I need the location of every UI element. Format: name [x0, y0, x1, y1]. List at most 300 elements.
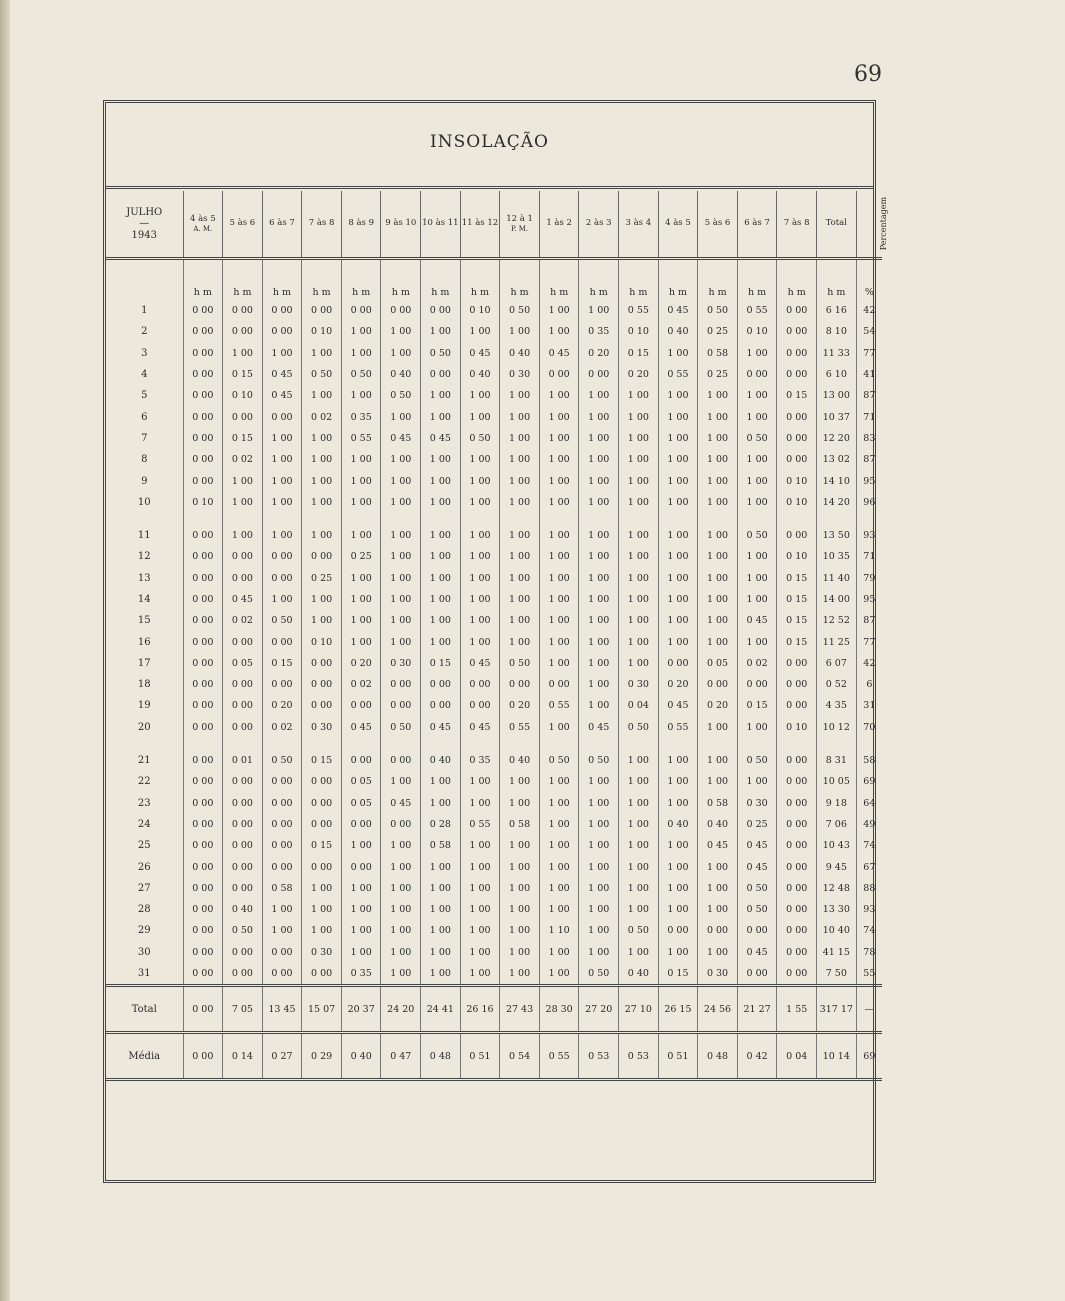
hour-cell: 1 00 [658, 470, 698, 491]
hour-cell: 0 00 [183, 300, 223, 321]
hour-cell: 0 00 [341, 300, 381, 321]
table-row-label: 13 [137, 572, 151, 584]
hour-cell: 1 00 [341, 589, 381, 610]
hour-cell: 20 37 [341, 986, 381, 1033]
hour-cell: 0 00 [777, 942, 817, 963]
total-cell: 10 14 [817, 1033, 857, 1080]
hour-cell: 1 00 [302, 610, 342, 631]
hour-cell: 27 10 [619, 986, 659, 1033]
table-row [106, 695, 882, 716]
hour-cell: 1 00 [500, 406, 540, 427]
hour-cell: 0 00 [500, 674, 540, 695]
hour-cell: 0 00 [183, 674, 223, 695]
hour-cell: 1 00 [262, 589, 302, 610]
hour-cell: 0 00 [737, 963, 777, 986]
hour-cell: 1 00 [539, 449, 579, 470]
hour-cell: 0 00 [183, 321, 223, 342]
hour-cell: 1 00 [619, 470, 659, 491]
hour-cell: 1 00 [698, 771, 738, 792]
hour-cell: 27 43 [500, 986, 540, 1033]
total-cell: 10 37 [817, 406, 857, 427]
table-row-label: 30 [137, 946, 151, 958]
hour-cell: 0 30 [737, 793, 777, 814]
hour-cell: 1 00 [341, 610, 381, 631]
hour-cell: 1 00 [302, 449, 342, 470]
hour-cell: 1 00 [341, 492, 381, 513]
hour-cell: 1 00 [698, 406, 738, 427]
hour-cell: 1 00 [460, 589, 500, 610]
hour-cell: 1 00 [579, 835, 619, 856]
hour-cell: 1 00 [262, 525, 302, 546]
hour-cell: 0 00 [223, 942, 263, 963]
hour-cell [223, 513, 263, 525]
hour-cell: 0 45 [421, 717, 461, 738]
hour-cell: 1 00 [579, 653, 619, 674]
percentage-cell: 95 [856, 589, 882, 610]
hour-cell: 0 00 [262, 814, 302, 835]
hour-cell: 0 00 [421, 674, 461, 695]
hour-cell: 1 00 [341, 343, 381, 364]
total-cell: 8 10 [817, 321, 857, 342]
hour-cell: h m [619, 259, 659, 301]
year-label: 1943 [131, 229, 157, 241]
hour-cell: 1 00 [381, 589, 421, 610]
hour-cell: 0 00 [777, 343, 817, 364]
hour-cell: 1 00 [341, 449, 381, 470]
hour-cell: 1 00 [460, 568, 500, 589]
hour-cell: 1 00 [381, 835, 421, 856]
hour-cell: 0 00 [223, 717, 263, 738]
hour-cell: 1 00 [302, 343, 342, 364]
hour-cell: 0 00 [579, 364, 619, 385]
hour-cell: 0 00 [183, 717, 223, 738]
hour-cell: 1 00 [460, 321, 500, 342]
hour-cell: 1 00 [341, 631, 381, 652]
hour-cell: 1 00 [619, 568, 659, 589]
hour-cell: 1 00 [579, 814, 619, 835]
hour-cell: 1 00 [539, 814, 579, 835]
hour-cell: 0 00 [183, 546, 223, 567]
month-header [106, 191, 183, 259]
hour-cell: 1 10 [539, 920, 579, 941]
hour-cell: 0 00 [460, 674, 500, 695]
percentage-cell: 87 [856, 449, 882, 470]
hour-cell: 0 02 [223, 449, 263, 470]
hour-cell: 1 00 [658, 343, 698, 364]
hour-cell: 1 00 [421, 406, 461, 427]
hour-cell: 0 00 [183, 610, 223, 631]
table-row-label: 25 [137, 840, 151, 852]
hour-cell: 0 10 [619, 321, 659, 342]
hour-cell: 1 00 [302, 428, 342, 449]
hour-cell: 1 00 [341, 470, 381, 491]
hour-cell: 0 45 [381, 428, 421, 449]
hour-cell: 1 00 [539, 856, 579, 877]
hour-cell: 1 00 [381, 321, 421, 342]
hour-cell: 1 00 [619, 856, 659, 877]
hour-cell [539, 738, 579, 750]
hour-cell: 1 00 [698, 589, 738, 610]
hour-cell: 0 50 [579, 963, 619, 986]
hour-cell: 0 15 [777, 589, 817, 610]
hour-cell: 0 00 [737, 364, 777, 385]
hour-cell: 0 00 [183, 568, 223, 589]
hour-cell: 0 00 [262, 568, 302, 589]
hour-cell: 1 00 [223, 492, 263, 513]
hour-cell: 0 45 [341, 717, 381, 738]
hour-cell: 1 00 [421, 385, 461, 406]
hour-cell: 0 00 [381, 814, 421, 835]
hour-cell [619, 738, 659, 750]
hour-cell: 1 00 [698, 428, 738, 449]
hour-header: 12 à 1 P. M. [500, 191, 540, 259]
hour-cell: 0 15 [302, 750, 342, 771]
hour-cell: 0 00 [777, 920, 817, 941]
hour-cell: 0 00 [777, 963, 817, 986]
hour-cell: 0 45 [698, 835, 738, 856]
table-row [106, 631, 882, 652]
hour-cell: 0 45 [539, 343, 579, 364]
hour-cell: 1 00 [619, 771, 659, 792]
table-row [106, 364, 882, 385]
hour-cell: 1 00 [341, 525, 381, 546]
hour-cell [460, 1080, 500, 1082]
hour-cell: 0 00 [777, 856, 817, 877]
hour-cell [262, 513, 302, 525]
hour-cell: 1 00 [539, 835, 579, 856]
percentage-cell: 70 [856, 717, 882, 738]
hour-cell: 1 00 [421, 963, 461, 986]
hour-cell: 1 00 [421, 878, 461, 899]
hour-cell: 1 00 [658, 385, 698, 406]
hour-cell: 0 15 [777, 568, 817, 589]
hour-cell [698, 738, 738, 750]
hour-cell: 0 05 [223, 653, 263, 674]
hour-cell [737, 738, 777, 750]
hour-cell [341, 1080, 381, 1082]
percentage-cell: 49 [856, 814, 882, 835]
hour-cell: 0 45 [460, 717, 500, 738]
month-label: JULHO [126, 206, 163, 218]
hour-cell: 1 00 [500, 920, 540, 941]
hour-cell [658, 738, 698, 750]
hour-cell: 0 00 [421, 695, 461, 716]
hour-cell: 1 00 [619, 525, 659, 546]
hour-cell: 0 48 [421, 1033, 461, 1080]
hour-cell: 0 01 [223, 750, 263, 771]
title-divider [106, 186, 873, 189]
hour-cell: 0 00 [183, 750, 223, 771]
total-cell: 10 12 [817, 717, 857, 738]
hour-cell: 0 40 [500, 750, 540, 771]
hour-cell: 0 00 [223, 878, 263, 899]
group-spacer [106, 738, 882, 750]
hour-cell: 1 00 [698, 492, 738, 513]
percentage-cell: 74 [856, 835, 882, 856]
hour-cell: 0 02 [262, 717, 302, 738]
hour-cell: 0 40 [500, 343, 540, 364]
hour-cell: 1 00 [302, 470, 342, 491]
hour-cell [619, 1080, 659, 1082]
table-row-label: 18 [137, 679, 151, 691]
hour-cell: 1 00 [460, 406, 500, 427]
hour-cell [658, 1080, 698, 1082]
hour-cell: 1 00 [539, 492, 579, 513]
hour-cell: 24 20 [381, 986, 421, 1033]
hour-cell [421, 1080, 461, 1082]
hour-cell: 0 00 [381, 750, 421, 771]
hour-cell: 0 55 [460, 814, 500, 835]
hour-header: 6 às 7 [262, 191, 302, 259]
table-row-label: 2 [141, 326, 148, 338]
hour-cell: 0 50 [579, 750, 619, 771]
hour-cell: 1 00 [341, 321, 381, 342]
hour-cell: 1 00 [421, 470, 461, 491]
percentage-cell: 74 [856, 920, 882, 941]
hour-cell [658, 513, 698, 525]
hour-cell: 0 53 [579, 1033, 619, 1080]
hour-cell: 1 00 [341, 899, 381, 920]
hour-cell: 1 00 [539, 771, 579, 792]
total-cell: 13 00 [817, 385, 857, 406]
hour-cell: 0 10 [777, 717, 817, 738]
hour-cell: 1 00 [460, 610, 500, 631]
table-row-label: 22 [137, 776, 151, 788]
hour-cell [579, 738, 619, 750]
table-row [106, 793, 882, 814]
hour-cell [460, 513, 500, 525]
hour-cell: 0 00 [223, 406, 263, 427]
hour-cell: 1 00 [698, 568, 738, 589]
hour-cell: 0 00 [262, 942, 302, 963]
hour-cell: 0 40 [698, 814, 738, 835]
hour-cell: 1 00 [658, 878, 698, 899]
hour-cell: 1 00 [302, 492, 342, 513]
hour-cell: 24 41 [421, 986, 461, 1033]
percentage-cell: 88 [856, 878, 882, 899]
hour-cell: 0 55 [658, 364, 698, 385]
hour-cell: 1 00 [341, 835, 381, 856]
hour-cell: 1 00 [381, 449, 421, 470]
table-row [106, 835, 882, 856]
hour-cell: 1 00 [539, 470, 579, 491]
hour-cell: 1 00 [500, 492, 540, 513]
hour-cell: 0 45 [658, 695, 698, 716]
table-row [106, 771, 882, 792]
hour-header: 1 às 2 [539, 191, 579, 259]
hour-cell: 0 00 [341, 695, 381, 716]
hour-cell: 0 35 [460, 750, 500, 771]
hour-cell: 0 10 [777, 546, 817, 567]
hour-cell: 0 40 [658, 814, 698, 835]
hour-cell: 1 00 [302, 385, 342, 406]
hour-header: 7 às 8 [302, 191, 342, 259]
total-cell: 7 50 [817, 963, 857, 986]
hour-cell: 0 58 [500, 814, 540, 835]
hour-cell: 1 00 [579, 920, 619, 941]
percentage-cell: 41 [856, 364, 882, 385]
hour-cell: 0 45 [579, 717, 619, 738]
hour-cell: 13 45 [262, 986, 302, 1033]
hour-cell: 1 00 [421, 568, 461, 589]
hour-cell: 0 50 [737, 878, 777, 899]
hour-cell: 0 45 [658, 300, 698, 321]
hour-cell [698, 513, 738, 525]
total-cell: h m [817, 259, 857, 301]
hour-cell: 0 00 [777, 321, 817, 342]
hour-cell: 1 00 [579, 793, 619, 814]
hour-cell: 1 00 [539, 899, 579, 920]
hour-cell: 0 00 [777, 695, 817, 716]
hour-cell: 0 05 [341, 793, 381, 814]
hour-cell: 0 00 [183, 364, 223, 385]
hour-cell: 1 00 [539, 321, 579, 342]
total-cell: 11 25 [817, 631, 857, 652]
hour-cell: 1 00 [737, 546, 777, 567]
hour-cell: 1 00 [421, 942, 461, 963]
table-row [106, 942, 882, 963]
hour-cell: 1 00 [619, 750, 659, 771]
hour-cell: 1 00 [500, 631, 540, 652]
hour-cell: h m [658, 259, 698, 301]
percentage-cell: 77 [856, 631, 882, 652]
hour-cell: 1 00 [500, 942, 540, 963]
table-row [106, 610, 882, 631]
percentage-cell: 87 [856, 610, 882, 631]
hour-cell: 0 58 [421, 835, 461, 856]
hour-cell [777, 513, 817, 525]
hour-cell: 0 30 [302, 717, 342, 738]
table-row [106, 321, 882, 342]
hour-cell: 0 50 [737, 428, 777, 449]
hour-cell: 1 00 [460, 878, 500, 899]
hour-cell: 1 00 [737, 771, 777, 792]
hour-cell: 0 00 [223, 631, 263, 652]
total-row [106, 986, 882, 1033]
hour-cell: 1 00 [579, 406, 619, 427]
hour-cell: 0 58 [698, 343, 738, 364]
hour-cell: 1 00 [341, 878, 381, 899]
header-row [106, 191, 882, 259]
hour-cell: 0 00 [302, 771, 342, 792]
hour-cell: 0 10 [777, 470, 817, 491]
month-dash: — [139, 218, 150, 230]
hour-cell: 0 45 [737, 610, 777, 631]
hour-header: 2 às 3 [579, 191, 619, 259]
hour-cell: 1 00 [381, 920, 421, 941]
hour-cell: 0 00 [658, 653, 698, 674]
hour-cell: 1 00 [737, 343, 777, 364]
hour-cell: 0 00 [223, 546, 263, 567]
hour-cell: 1 00 [579, 589, 619, 610]
hour-cell: 1 00 [302, 525, 342, 546]
table-row [106, 750, 882, 771]
table-row-label: 4 [141, 369, 148, 381]
hour-cell: 0 00 [183, 653, 223, 674]
percentage-cell: 79 [856, 568, 882, 589]
table-row-label: 15 [137, 615, 151, 627]
hour-cell: 1 00 [698, 899, 738, 920]
hour-cell: 1 00 [381, 963, 421, 986]
hour-cell: 1 00 [460, 449, 500, 470]
hour-cell: 1 00 [658, 525, 698, 546]
hour-header: 9 às 10 [381, 191, 421, 259]
table-row [106, 406, 882, 427]
hour-cell: 15 07 [302, 986, 342, 1033]
hour-cell: 0 45 [223, 589, 263, 610]
percentage-cell [856, 513, 882, 525]
hour-cell: 0 00 [262, 856, 302, 877]
hour-cell: 1 00 [262, 428, 302, 449]
hour-cell: 0 20 [658, 674, 698, 695]
table-row [106, 525, 882, 546]
hour-cell: 1 00 [421, 899, 461, 920]
hour-cell: 0 10 [460, 300, 500, 321]
hour-cell: 0 55 [341, 428, 381, 449]
hour-cell: 0 00 [223, 793, 263, 814]
hour-cell: 0 14 [223, 1033, 263, 1080]
hour-cell: 0 54 [500, 1033, 540, 1080]
total-header: Total [817, 191, 857, 259]
hour-cell: 1 00 [460, 835, 500, 856]
hour-cell: 0 29 [302, 1033, 342, 1080]
table-row-label: 12 [137, 551, 151, 563]
hour-cell: 1 00 [737, 717, 777, 738]
hour-cell: 1 00 [658, 631, 698, 652]
hour-cell: 0 00 [737, 920, 777, 941]
hour-cell: 0 45 [262, 385, 302, 406]
hour-cell: 0 05 [698, 653, 738, 674]
hour-cell: h m [737, 259, 777, 301]
table-row-label: 7 [141, 432, 148, 444]
hour-cell: 1 00 [579, 674, 619, 695]
table-row-label: 23 [137, 797, 151, 809]
hour-cell: 0 15 [223, 364, 263, 385]
hour-cell: 1 00 [737, 406, 777, 427]
percentage-cell: 77 [856, 343, 882, 364]
hour-cell: 1 00 [262, 343, 302, 364]
hour-cell [381, 513, 421, 525]
hour-cell: 1 00 [460, 470, 500, 491]
table-row-label: 8 [141, 454, 148, 466]
hour-cell: 0 15 [777, 631, 817, 652]
table-row-label: 17 [137, 657, 151, 669]
hour-cell: 0 00 [777, 793, 817, 814]
hour-cell: 1 00 [539, 525, 579, 546]
hour-cell: 1 00 [500, 963, 540, 986]
hour-cell: 0 02 [223, 610, 263, 631]
total-cell [817, 513, 857, 525]
bottom-rule-label [106, 1080, 183, 1082]
total-cell: 6 16 [817, 300, 857, 321]
hour-cell: 1 00 [500, 321, 540, 342]
percentage-cell: 83 [856, 428, 882, 449]
hour-cell: 1 00 [737, 492, 777, 513]
hour-cell [262, 1080, 302, 1082]
hour-cell: 1 00 [460, 631, 500, 652]
hour-cell: 0 27 [262, 1033, 302, 1080]
hour-cell: 1 00 [619, 589, 659, 610]
hour-cell: 0 00 [302, 674, 342, 695]
hour-cell: 0 50 [341, 364, 381, 385]
hour-cell: 0 00 [262, 674, 302, 695]
hour-cell: 1 00 [539, 546, 579, 567]
hour-cell: 1 00 [262, 920, 302, 941]
hour-cell [183, 513, 223, 525]
hour-cell: 1 00 [421, 525, 461, 546]
table-row-label: 3 [141, 347, 148, 359]
hour-cell: 0 25 [302, 568, 342, 589]
